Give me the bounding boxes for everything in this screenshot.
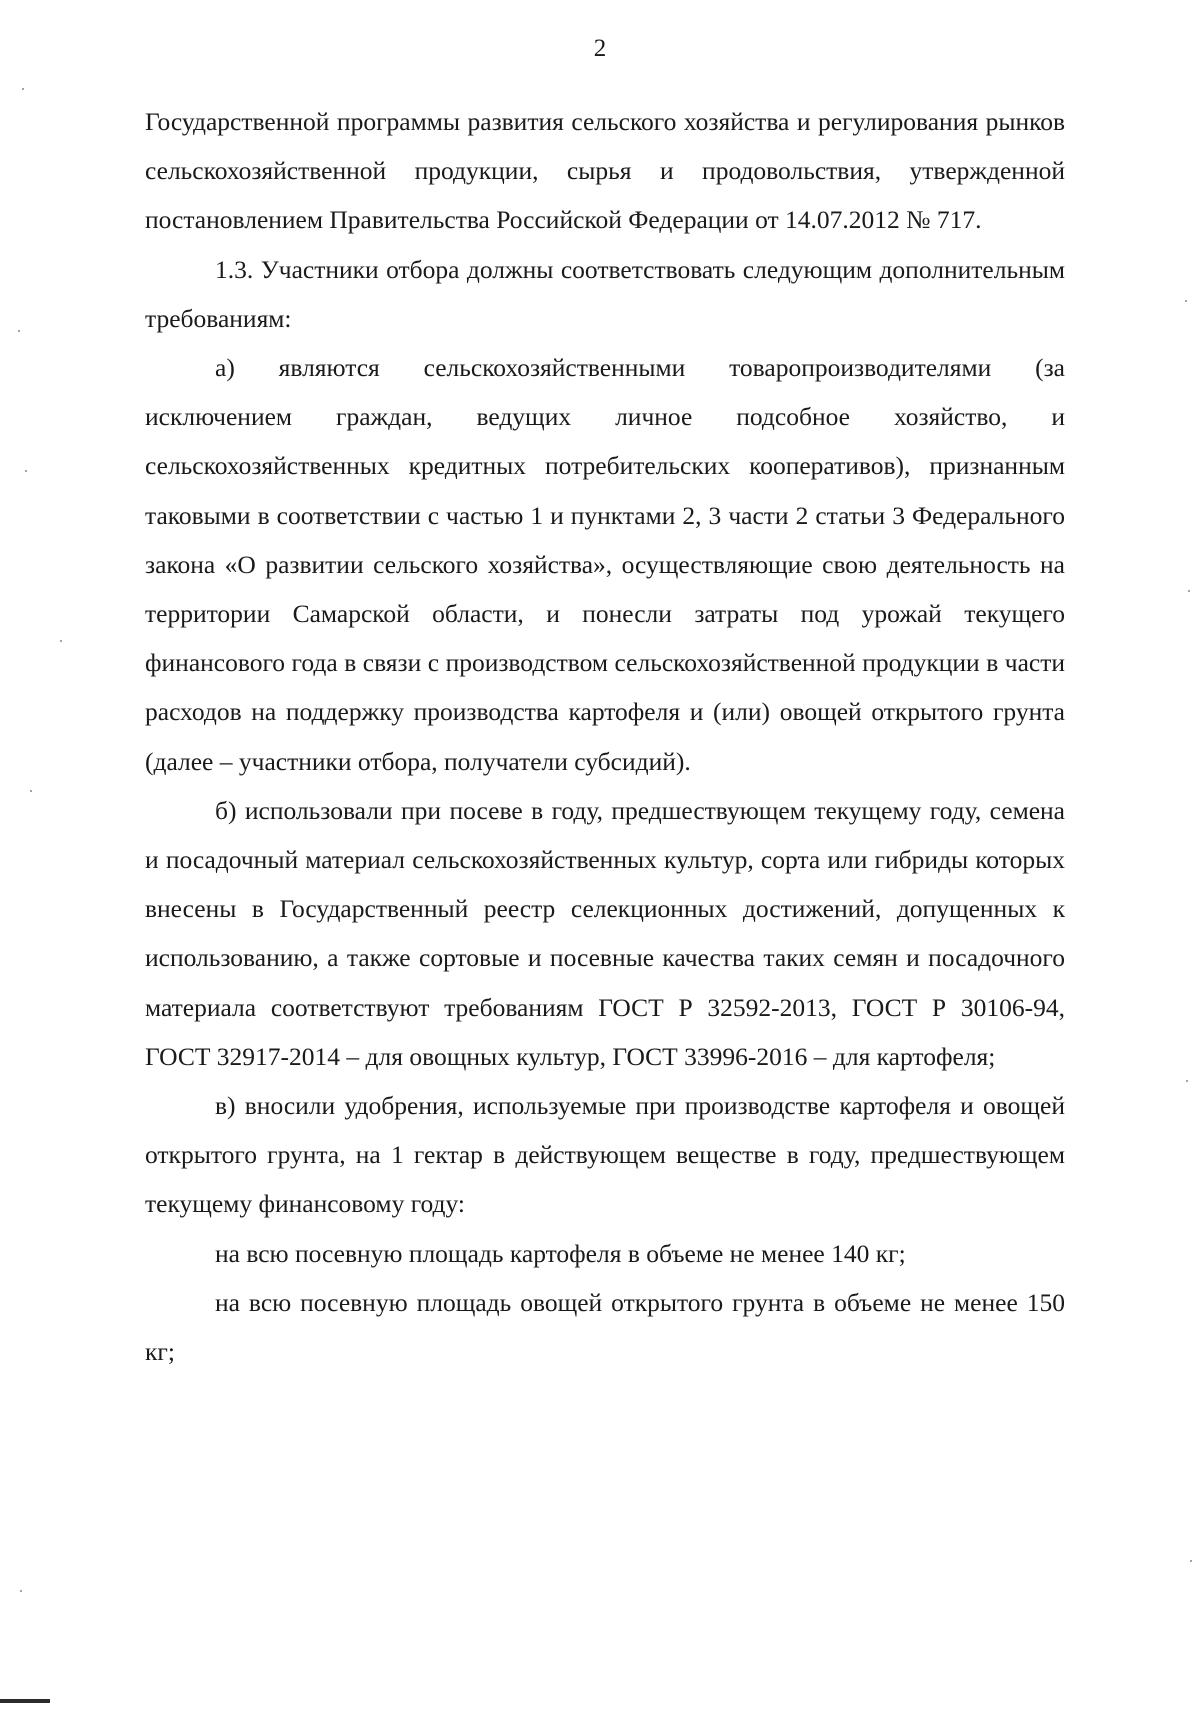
paragraph-program-reference: Государственной программы развития сельского хозяйства и регулирования рынков сельскохозяйственной продукции, сырья и продовольствия, утвержденной постановлением Правительства Российской Федерации от 14.07.2012 № 717. [145, 107, 1065, 235]
document-body [145, 97, 1065, 1376]
paragraph-item-a: а) являются сельскохозяйственными товаропроизводителями (за исключением граждан, ведущих личное подсобное хозяйство, и сельскохозяйственных кредитных потребительских кооперативов), признанным таковыми в соответствии с частью 1 и пунктами 2, 3 части 2 статьи 3 Федерального закона «О развитии сельского хозяйства», осуществляющие свою деятельность на территории Самарской области, и понесли затраты под урожай текущего финансового года в связи с производством сельскохозяйственной продукции в части расходов на поддержку производства картофеля и (или) овощей открытого грунта (далее – участники отбора, получатели субсидий). [145, 353, 1065, 776]
paragraph-1-3-requirements: 1.3. Участники отбора должны соответствовать следующим дополнительным требованиям: [145, 254, 1065, 333]
scan-speck [1188, 590, 1190, 592]
paragraph-potato-fertilizer: на всю посевную площадь картофеля в объеме не менее 140 кг; [215, 1238, 906, 1268]
scan-speck [22, 88, 24, 90]
paragraph-item-b: б) использовали при посеве в году, предшествующем текущему году, семена и посадочный материал сельскохозяйственных культур, сорта или гибриды которых внесены в Государственный реестр селекционных достижений, допущенных к использованию, а также сортовые и посевные качества таких семян и посадочного материала соответствуют требованиям ГОСТ Р 32592-2013, ГОСТ Р 30106-94, ГОСТ 32917-2014 – для овощных культур, ГОСТ 33996-2016 – для картофеля; [145, 795, 1065, 1071]
scan-speck [1186, 1080, 1188, 1082]
paragraph-vegetable-fertilizer: на всю посевную площадь овощей открытого грунта в объеме не менее 150 кг; [145, 1287, 1065, 1367]
scan-edge-mark [0, 1699, 50, 1703]
scan-speck [1190, 1560, 1192, 1562]
scan-speck [20, 1590, 22, 1592]
scan-speck [30, 790, 32, 792]
paragraph-item-v: в) вносили удобрения, используемые при производстве картофеля и овощей открытого грунта, на 1 гектар в действующем веществе в году, предшествующем текущему финансовому году: [145, 1091, 1065, 1219]
scan-speck [18, 330, 20, 332]
scan-speck [25, 470, 27, 472]
page-number: 2 [593, 35, 607, 62]
scan-speck [60, 640, 62, 642]
scan-speck [1185, 300, 1187, 302]
